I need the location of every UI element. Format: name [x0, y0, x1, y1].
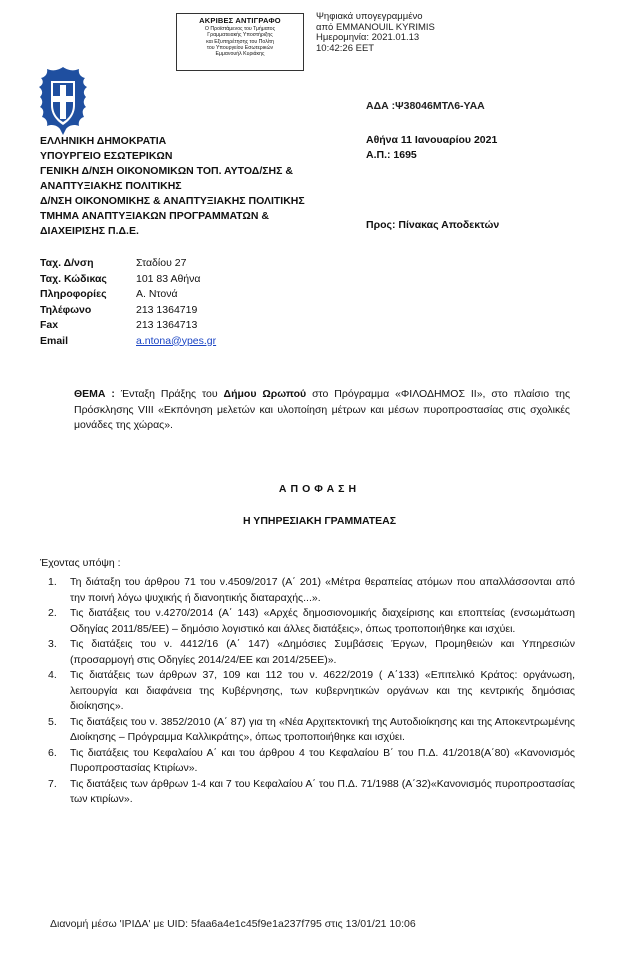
- contact-row: [40, 303, 216, 319]
- item-number: 1.: [48, 576, 57, 588]
- signature-line: 10:42:26 EET: [316, 42, 375, 54]
- list-item: [40, 637, 575, 668]
- contact-row: [40, 334, 216, 350]
- list-item: [40, 715, 575, 746]
- sender-line: ΕΛΛΗΝΙΚΗ ΔΗΜΟΚΡΑΤΙΑ: [40, 135, 167, 147]
- sender-line: ΓΕΝΙΚΗ Δ/ΝΣΗ ΟΙΚΟΝΟΜΙΚΩΝ ΤΟΠ. ΑΥΤΟΔ/ΣΗΣ &: [40, 165, 293, 177]
- contact-row: [40, 287, 216, 303]
- subject-text: Ένταξη Πράξης του: [114, 388, 224, 400]
- contact-value: Σταδίου 27: [136, 257, 187, 269]
- item-text: Τις διατάξεις του Κεφαλαίου Α΄ και του άρθρου 4 του Κεφαλαίου Β΄ του Π.Δ. 41/2018(Α΄80) «Κανονισμός Πυροπροστασίας Κτιρίων».: [70, 746, 575, 774]
- item-number: 6.: [48, 746, 57, 759]
- subject-label: ΘΕΜΑ :: [74, 388, 115, 400]
- authority-title: Η ΥΠΗΡΕΣΙΑΚΗ ΓΡΑΜΜΑΤΕΑΣ: [243, 515, 396, 527]
- subject-text-cont: στο Πρόγραμμα «ΦΙΛΟΔΗΜΟΣ ΙΙ», στο πλαίσιο της Πρόσκλησης VIII «Εκπόνηση μελετών και υλοποίηση μέτρων και μέσων πυροπροστασίας στις σχολικές μονάδες της χώρας».: [74, 388, 571, 431]
- item-number: 4.: [48, 669, 57, 681]
- signature-line: από EMMANOUIL KYRIMIS: [316, 21, 435, 33]
- contact-value: 213 1364719: [136, 303, 198, 316]
- digital-signature: [316, 12, 435, 54]
- list-item: [40, 668, 575, 715]
- contact-label: Τηλέφωνο: [40, 303, 92, 316]
- sender-line: ΔΙΑΧΕΙΡΙΣΗΣ Π.Δ.Ε.: [40, 225, 139, 237]
- item-text: Τις διατάξεις του ν. 3852/2010 (Α΄ 87) για τη «Νέα Αρχιτεκτονική της Αυτοδιοίκησης και της Αποκεντρωμένης Διοίκησης – Πρόγραμμα Καλλικράτης», όπως τροποποιήθηκε και ισχύει.: [70, 715, 575, 743]
- contact-block: [40, 256, 216, 349]
- stamp-line: Εμμανουήλ Κυριάκης: [215, 51, 265, 58]
- item-text: Τις διατάξεις του ν.4270/2014 (Α΄ 143) «Αρχές δημοσιονομικής διαχείρισης και εποπτείας (ενσωμάτωση Οδηγίας 2011/85/ΕΕ) – δημόσιο λογιστικό και άλλες διατάξεις», όπως τροποποιήθηκε και ισχύει.: [70, 607, 575, 635]
- stamp-body: [177, 26, 303, 57]
- email-link[interactable]: a.ntona@ypes.gr: [136, 334, 217, 347]
- sender-line: ΥΠΟΥΡΓΕΙΟ ΕΣΩΤΕΡΙΚΩΝ: [40, 150, 173, 162]
- subject-municipality: Δήμου Ωρωπού: [223, 388, 307, 400]
- list-item: [40, 575, 575, 606]
- stamp-line: του Υπουργείου Εσωτερικών: [206, 44, 274, 51]
- decision-title: ΑΠΟΦΑΣΗ: [278, 483, 361, 495]
- item-text: Τη διάταξη του άρθρου 71 του ν.4509/2017 (Α΄ 201) «Μέτρα θεραπείας ατόμων που απαλλάσσονται από την ποινή λόγω ψυχικής ή διανοητικής διαταραχής...».: [70, 576, 575, 604]
- contact-label: Fax: [40, 319, 59, 331]
- contact-row: [40, 256, 216, 272]
- item-number: 2.: [48, 607, 57, 619]
- document-date: Αθήνα 11 Ιανουαρίου 2021: [366, 134, 498, 146]
- contact-value: Α. Ντονά: [136, 288, 178, 300]
- contact-row: [40, 272, 216, 288]
- greek-coat-of-arms-icon: [27, 65, 99, 137]
- subject-block: [74, 387, 570, 434]
- item-text: Τις διατάξεις των άρθρων 1-4 και 7 του Κεφαλαίου Α΄ του Π.Δ. 71/1988 (Α΄32)«Κανονισμός πυροπροστασίας των κτιρίων».: [70, 777, 575, 805]
- stamp-line: Γραμματειακής Υποστήριξης: [207, 32, 273, 39]
- certified-copy-stamp: [176, 13, 304, 71]
- contact-value: 101 83 Αθήνα: [136, 272, 201, 285]
- contact-label: Ταχ. Κώδικας: [40, 272, 107, 285]
- distribution-footer: Διανομή μέσω 'ΙΡΙΔΑ' με UID: 5faa6a4e1c45f9e1a237f795 στις 13/01/21 10:06: [50, 918, 416, 930]
- contact-row: [40, 318, 216, 334]
- contact-label: Email: [40, 334, 69, 347]
- sender-line: ΤΜΗΜΑ ΑΝΑΠΤΥΞΙΑΚΩΝ ΠΡΟΓΡΑΜΜΑΤΩΝ &: [40, 210, 269, 222]
- considerations-list: [40, 575, 575, 808]
- list-item: [40, 606, 575, 637]
- sender-line: Δ/ΝΣΗ ΟΙΚΟΝΟΜΙΚΗΣ & ΑΝΑΠΤΥΞΙΑΚΗΣ ΠΟΛΙΤΙΚΗΣ: [40, 195, 305, 207]
- item-number: 7.: [48, 777, 57, 790]
- contact-value: 213 1364713: [136, 319, 198, 331]
- signature-line: Ψηφιακά υπογεγραμμένο: [316, 11, 423, 22]
- item-number: 3.: [48, 638, 57, 650]
- list-item: [40, 746, 575, 777]
- contact-label: Ταχ. Δ/νση: [40, 257, 94, 269]
- having-regard-label: Έχοντας υπόψη :: [40, 557, 121, 569]
- contact-label: Πληροφορίες: [40, 288, 107, 300]
- stamp-line: και Εξυπηρέτησης του Πολίτη: [206, 38, 274, 45]
- item-text: Τις διατάξεις του ν. 4412/16 (Α΄ 147) «Δημόσιες Συμβάσεις Έργων, Προμηθειών και Υπηρεσιών (προσαρμογή στις Οδηγίες 2014/24/ΕΕ και 2014/25ΕΕ)».: [70, 638, 575, 666]
- stamp-title: ΑΚΡΙΒΕΣ ΑΝΤΙΓΡΑΦΟ: [199, 16, 281, 25]
- ada-code: ΑΔΑ :Ψ38046ΜΤΛ6-ΥΑΑ: [366, 100, 485, 112]
- stamp-line: Ο Προϊστάμενος του Τμήματος: [204, 26, 276, 32]
- sender-line: ΑΝΑΠΤΥΞΙΑΚΗΣ ΠΟΛΙΤΙΚΗΣ: [40, 180, 182, 192]
- signature-line: Ημερομηνία: 2021.01.13: [316, 32, 420, 43]
- list-item: [40, 777, 575, 808]
- recipients: Προς: Πίνακας Αποδεκτών: [366, 219, 500, 231]
- date-block: [366, 133, 497, 163]
- item-text: Τις διατάξεις των άρθρων 37, 109 και 112 του ν. 4622/2019 ( Α΄133) «Επιτελικό Κράτος: οργάνωση, λειτουργία και διαφάνεια της Κυβέρνησης, των κυβερνητικών οργάνων και της κεντρικής δημόσιας διοίκησης».: [70, 669, 575, 712]
- item-number: 5.: [48, 715, 57, 728]
- sender-block: [40, 134, 305, 239]
- protocol-number: Α.Π.: 1695: [366, 149, 417, 161]
